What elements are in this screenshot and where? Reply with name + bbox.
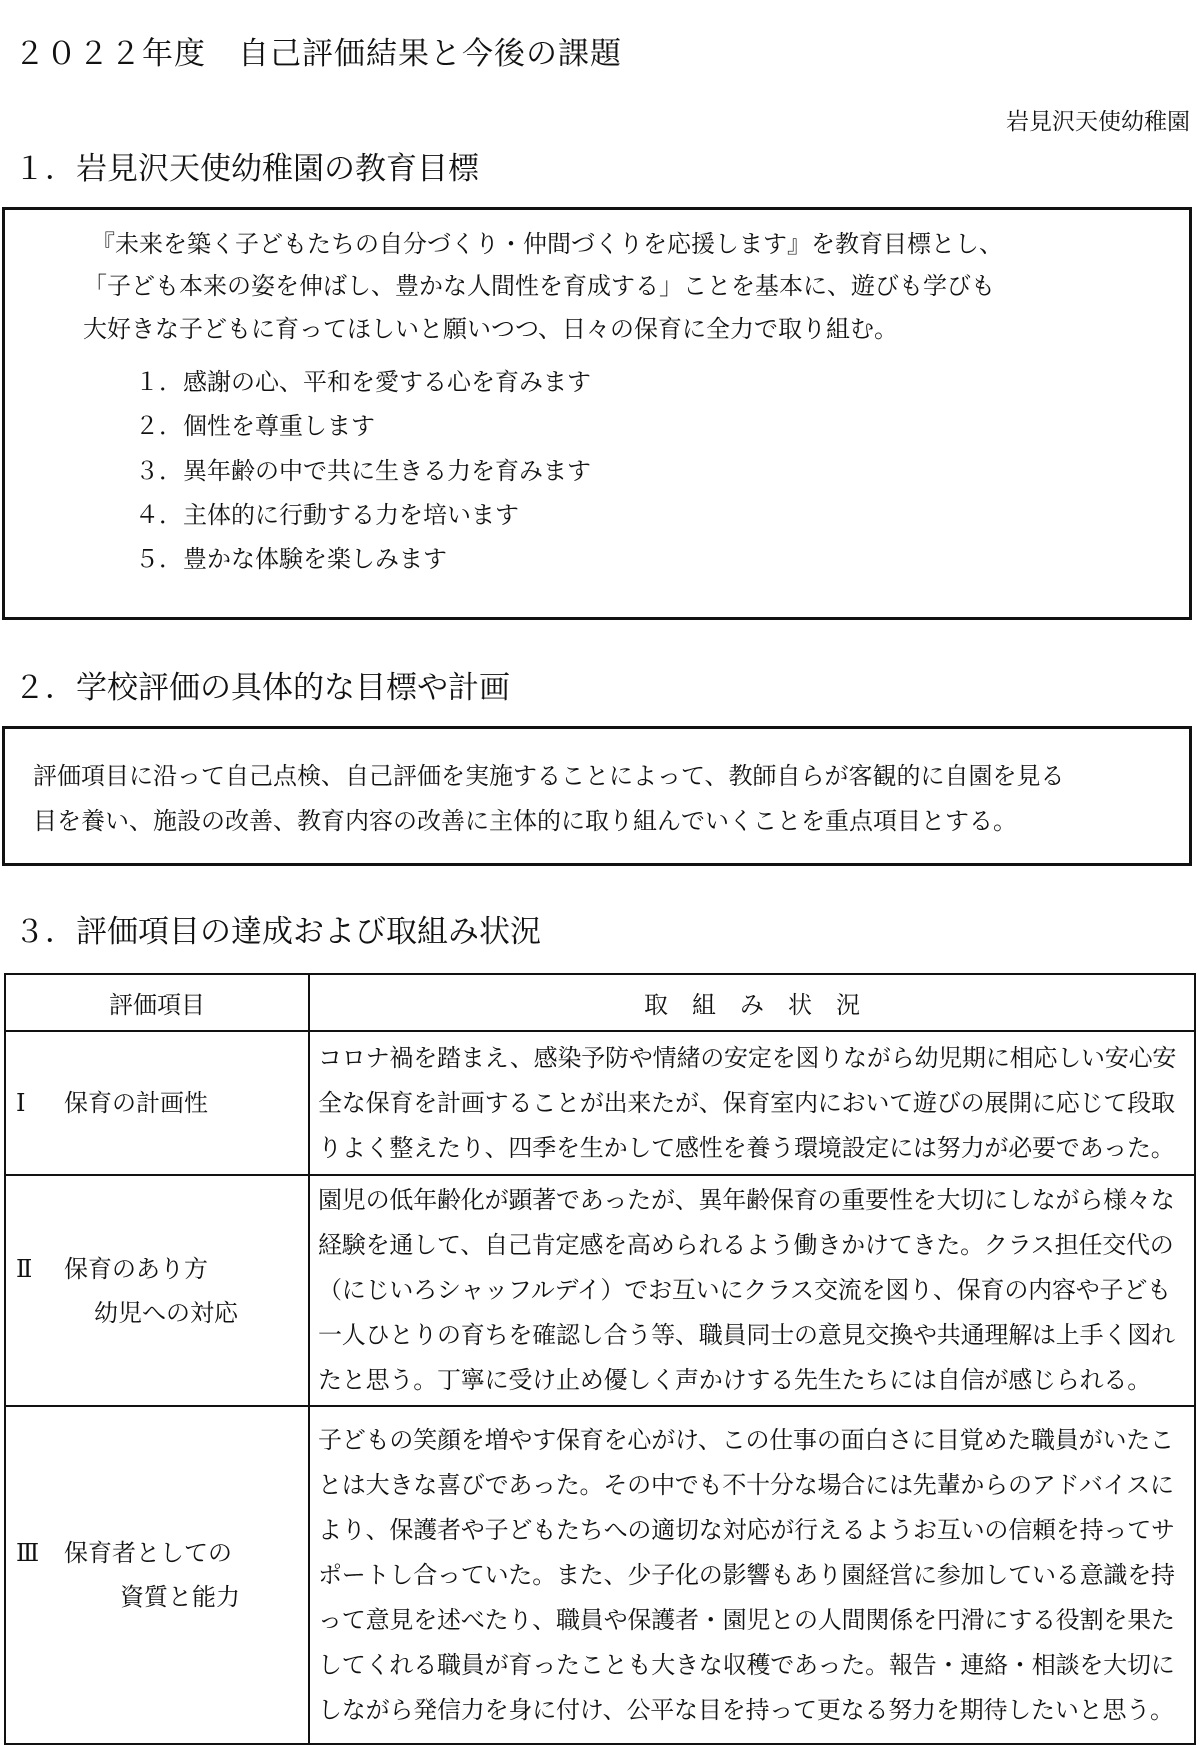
item-label: 保育の計画性: [64, 1089, 208, 1117]
status-line: 経験を通して、自己肯定感を高められるよう働きかけてきた。クラス担任交代の: [318, 1231, 1174, 1259]
status-line: 園児の低年齢化が顕著であったが、異年齢保育の重要性を大切にしながら様々な: [318, 1186, 1175, 1214]
status-cell: [309, 1031, 1195, 1175]
plan-line: 評価項目に沿って自己点検、自己評価を実施することによって、教師自らが客観的に自園を見る: [33, 762, 1065, 790]
status-line: ポートし合っていた。また、少子化の影響もあり園経営に参加している意識を持: [318, 1560, 1175, 1589]
goal-item: ３．異年齢の中で共に生きる力を育みます: [135, 457, 591, 485]
item-label: 保育者としての: [64, 1539, 232, 1567]
status-line: たと思う。丁寧に受け止め優しく声かけする先生たちには自信が感じられる。: [318, 1366, 1151, 1394]
item-cell: [5, 1406, 309, 1744]
table-row: [5, 1031, 1195, 1175]
roman-numeral: Ⅰ: [16, 1089, 26, 1117]
status-line: りよく整えたり、四季を生かして感性を養う環境設定には努力が必要であった。: [318, 1133, 1175, 1162]
goal-item: １．感謝の心、平和を愛する心を育みます: [135, 368, 591, 396]
document-title: ２０２２年度 自己評価結果と今後の課題: [14, 36, 622, 72]
item-sublabel: 資質と能力: [120, 1583, 240, 1611]
roman-numeral: Ⅲ: [16, 1539, 40, 1567]
section1-heading: １．岩見沢天使幼稚園の教育目標: [14, 151, 479, 187]
status-line: って意見を述べたり、職員や保護者・園児との人間関係を円滑にする役割を果た: [318, 1605, 1175, 1634]
section2-heading: ２．学校評価の具体的な目標や計画: [14, 670, 510, 706]
item-sublabel: 幼児への対応: [94, 1298, 238, 1327]
status-cell: [309, 1406, 1195, 1744]
status-line: より、保護者や子どもたちへの適切な対応が行えるようお互いの信頼を持ってサ: [318, 1515, 1175, 1544]
goal-item: ４．主体的に行動する力を培います: [135, 501, 519, 529]
table-row: [5, 1406, 1195, 1744]
item-cell: [5, 1031, 309, 1175]
goal-item: ５．豊かな体験を楽しみます: [135, 545, 447, 573]
plan-line: 目を養い、施設の改善、教育内容の改善に主体的に取り組んでいくことを重点項目とする。: [33, 807, 1017, 835]
intro-line: 「子ども本来の姿を伸ばし、豊かな人間性を育成する」ことを基本に、遊びも学びも: [83, 272, 995, 300]
status-line: コロナ禍を踏まえ、感染予防や情緒の安定を図りながら幼児期に相応しい安心安: [318, 1043, 1177, 1072]
evaluation-plan-box: [2, 726, 1192, 866]
roman-numeral: Ⅱ: [16, 1254, 33, 1283]
status-line: （にじいろシャッフルデイ）でお互いにクラス交流を図り、保育の内容や子ども: [318, 1276, 1171, 1304]
organization-name: 岩見沢天使幼稚園: [1006, 109, 1190, 135]
evaluation-table: [4, 973, 1196, 1745]
intro-line: 大好きな子どもに育ってほしいと願いつつ、日々の保育に全力で取り組む。: [83, 315, 899, 343]
status-line: しながら発信力を身に付け、公平な目を持って更なる努力を期待したいと思う。: [318, 1695, 1174, 1724]
status-line: してくれる職員が育ったことも大きな収穫であった。報告・連絡・相談を大切に: [318, 1650, 1175, 1679]
header-status: 取 組 み 状 況: [309, 974, 1195, 1031]
item-label: 保育のあり方: [64, 1254, 208, 1283]
status-line: とは大きな喜びであった。その中でも不十分な場合には先輩からのアドバイスに: [318, 1470, 1174, 1499]
education-goals-box: [2, 207, 1192, 620]
intro-line: 『未来を築く子どもたちの自分づくり・仲間づくりを応援します』を教育目標とし、: [91, 230, 1003, 258]
status-line: 一人ひとりの育ちを確認し合う等、職員同士の意見交換や共通理解は上手く図れ: [318, 1321, 1175, 1349]
status-line: 全な保育を計画することが出来たが、保育室内において遊びの展開に応じて段取: [318, 1088, 1175, 1117]
goal-item: ２．個性を尊重します: [135, 412, 375, 440]
status-line: 子どもの笑顔を増やす保育を心がけ、この仕事の面白さに目覚めた職員がいたこ: [318, 1425, 1174, 1454]
table-header-row: [5, 974, 1195, 1031]
item-cell: [5, 1175, 309, 1406]
table-row: [5, 1175, 1195, 1406]
header-item: 評価項目: [5, 974, 309, 1031]
section3-heading: ３．評価項目の達成および取組み状況: [14, 914, 541, 950]
status-cell: [309, 1175, 1195, 1406]
